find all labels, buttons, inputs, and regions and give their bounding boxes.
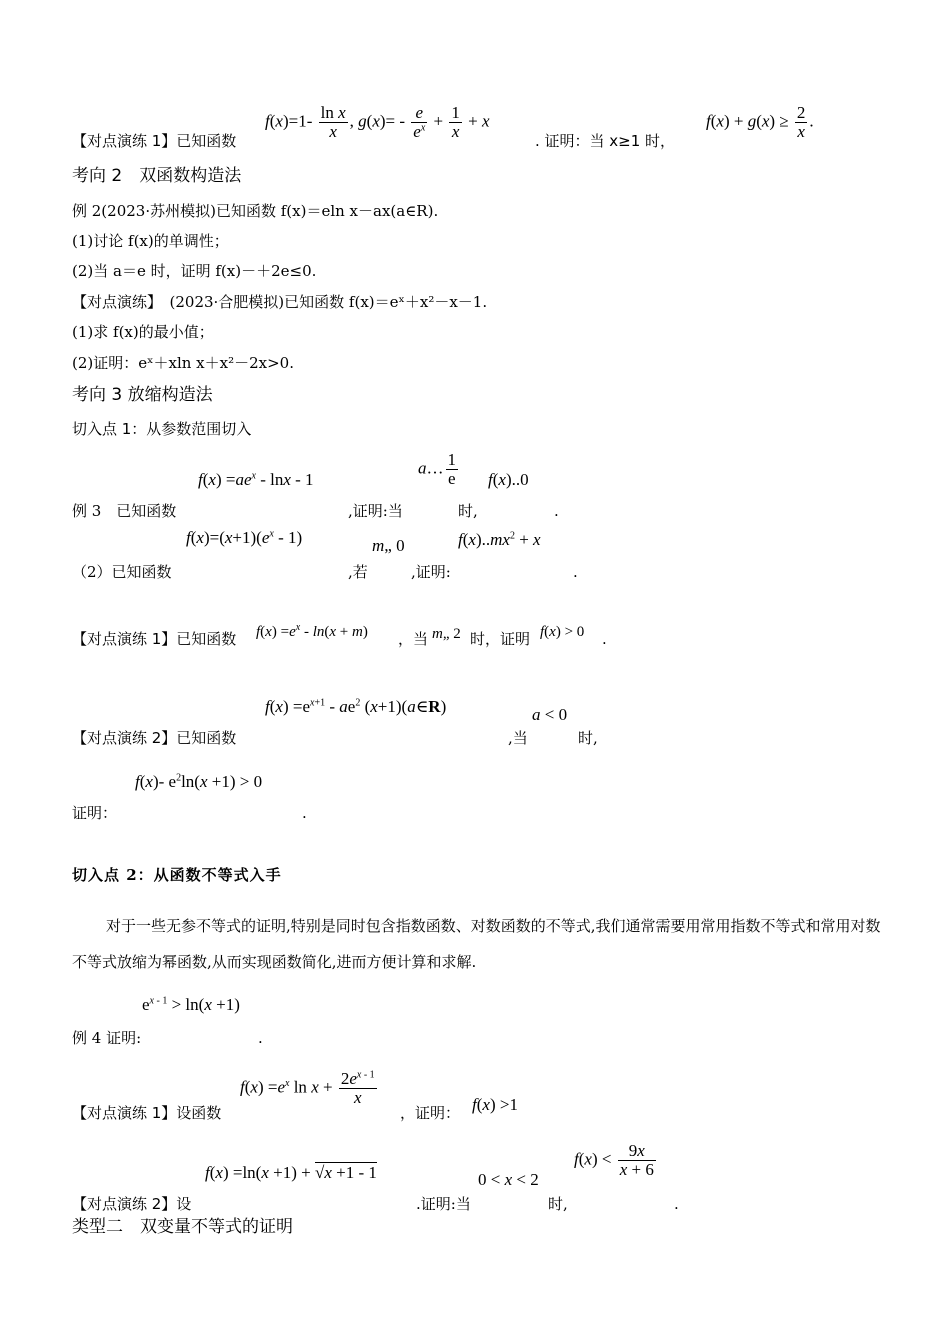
example-4-period: . xyxy=(258,1029,263,1047)
formula-f17: f(x) >1 xyxy=(472,1095,518,1114)
practice-2-label: 【对点演练 2】已知函数 xyxy=(72,729,237,747)
example-4: 例 4 证明: xyxy=(72,1029,142,1047)
formula-f6: $f(x)=(x+1)(e^x - 1)$ xyxy=(186,528,303,547)
practice-3-label: 【对点演练 1】设函数 xyxy=(72,1104,222,1122)
example-2-part-1: (1)讨论 f(x)的单调性； xyxy=(72,232,229,250)
practice-part-2: (2)证明：eˣ＋xln x＋x²－2x>0. xyxy=(72,354,294,372)
formula-f2: f(x) + g(x) ≥ $\frac{2}{x}$ . xyxy=(706,103,814,141)
example-3-text: 例 3 已知函数 xyxy=(72,502,177,520)
practice-1b-label: 【对点演练 1】已知函数 xyxy=(72,630,237,648)
entry-point-1: 切入点 1：从参数范围切入 xyxy=(72,420,252,438)
practice-4-period: . xyxy=(674,1195,679,1213)
example-3-part-2-period: . xyxy=(573,563,578,581)
example-2: 例 2(2023·苏州模拟)已知函数 f(x)＝eln x－ax(a∈R). xyxy=(72,202,439,220)
entry-point-2-paragraph: 对于一些无参不等式的证明,特别是同时包含指数函数、对数函数的不等式,我们通常需要用常用指数不等式和常用对数不等式放缩为幂函数,从而实现函数简化,进而方便计算和求解. xyxy=(72,917,881,971)
formula-f10: m„ 2 xyxy=(432,626,461,642)
example-3-part-2: （2）已知函数 xyxy=(72,563,172,581)
entry-point-2: 切入点 2：从函数不等式入手 xyxy=(72,866,282,884)
practice-3-proof: ，证明： xyxy=(400,1104,461,1122)
formula-f20: f(x) < $\frac{9x}{x + 6}$ xyxy=(574,1141,654,1179)
formula-f18: f(x) =ln(x +1) + √x +1 - 1 xyxy=(205,1163,377,1182)
formula-f15: $e^{x - 1} > \ln(x +1)$ xyxy=(142,995,240,1014)
formula-f19: 0 < x < 2 xyxy=(478,1170,539,1189)
practice-4-label: 【对点演练 2】设 xyxy=(72,1195,192,1213)
formula-f16: $f(x) =e^x$ ln x + $\frac{2e^{x - 1}}{x}$ xyxy=(240,1069,375,1107)
example-2-part-2: (2)当 a＝e 时，证明 f(x)－＋2e≤0. xyxy=(72,262,317,280)
formula-f9: $f(x) =e^x - \ln(x + m)$ xyxy=(256,622,368,640)
practice-2-period: . xyxy=(302,804,307,822)
formula-f5: f(x)..0 xyxy=(488,470,529,489)
formula-f13: a < 0 xyxy=(532,705,568,724)
practice-1b-when: ，当 xyxy=(398,630,429,648)
section-heading-2: 考向 2 双函数构造法 xyxy=(72,166,242,186)
example-3-when: 时, xyxy=(458,502,478,520)
practice-4-proof: .证明:当 xyxy=(416,1195,471,1213)
practice-2-time: 时, xyxy=(578,729,598,747)
formula-f14: f(x)- $e^2\ln(x +1) > 0$ xyxy=(135,772,263,791)
practice-part-1: (1)求 f(x)的最小值； xyxy=(72,323,214,341)
section-heading-3: 考向 3 放缩构造法 xyxy=(72,385,213,405)
formula-f12: $f(x) =e^{x+1} - ae^2$ (x+1)(a∈R) xyxy=(265,697,447,716)
example-3-period: . xyxy=(554,502,559,520)
formula-f8: $f(x)..mx^2 + x$ xyxy=(458,530,541,549)
formula-f1: f(x)=1- $\frac{\text{ln x}}{x}$ , g(x)= - $\frac{e}{e^x}$ + $\frac{1}{x}$ + x xyxy=(265,103,490,141)
example-3-part-2-if: ,若 xyxy=(348,563,368,581)
practice-1-label: 【对点演练 1】已知函数 xyxy=(72,132,237,150)
example-3-proof: ,证明:当 xyxy=(348,502,403,520)
practice-1-proof-text: . 证明：当 x≥1 时， xyxy=(535,132,676,150)
practice-4-time: 时, xyxy=(548,1195,568,1213)
formula-f11: f(x) > 0 xyxy=(540,624,585,640)
practice-2-when: ,当 xyxy=(508,729,528,747)
formula-f7: m„ 0 xyxy=(372,536,405,555)
practice-2-proof: 证明： xyxy=(72,804,118,822)
formula-f4: a… $\frac{1}{e}$ xyxy=(418,450,456,488)
example-3-part-2-proof: ,证明: xyxy=(411,563,451,581)
type-2-heading: 类型二 双变量不等式的证明 xyxy=(72,1217,293,1237)
practice-1b-period: . xyxy=(602,630,607,648)
practice-1b-proof: 时，证明 xyxy=(470,630,531,648)
practice-heading: 【对点演练】 (2023·合肥模拟)已知函数 f(x)＝eˣ＋x²－x－1. xyxy=(72,293,488,311)
formula-f3: $f(x) =ae^x - \ln x - 1$ xyxy=(198,470,314,489)
